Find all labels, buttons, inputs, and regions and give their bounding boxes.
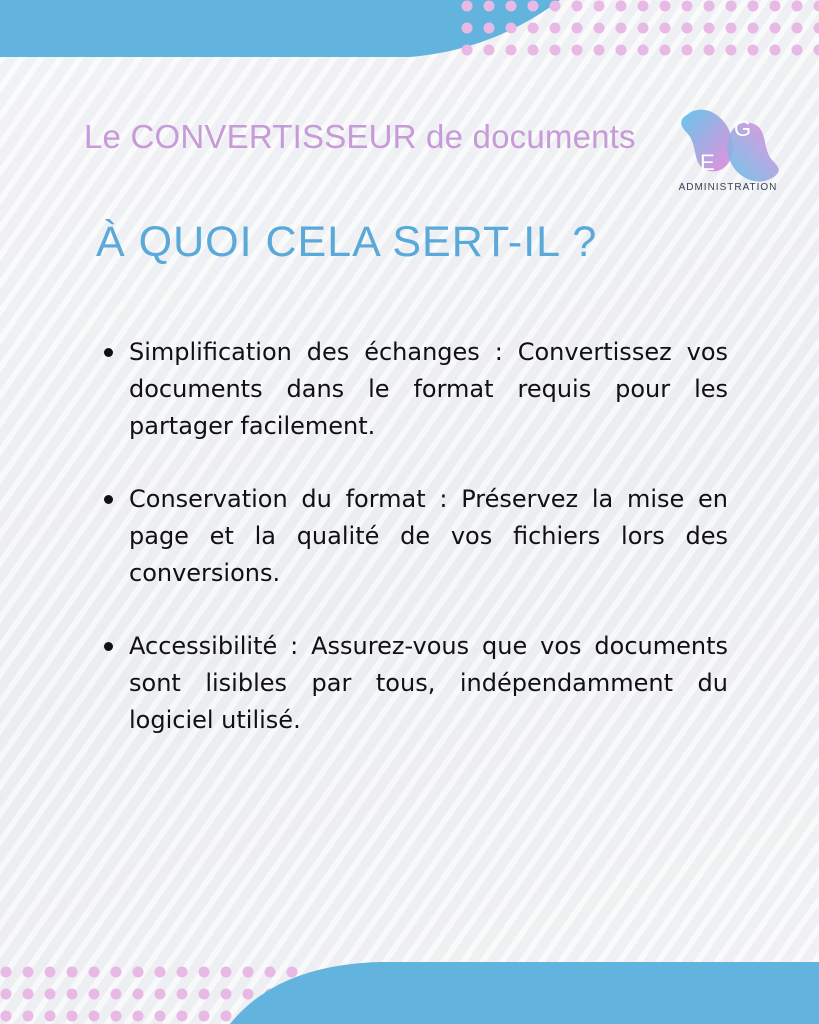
decorative-dot [506,1,517,12]
bullet-dot-icon [104,495,113,504]
decorative-dot [616,45,627,56]
decorative-dot [484,23,495,34]
decorative-dot [814,45,819,56]
decorative-dot [594,1,605,12]
bullet-list [104,334,728,775]
logo-caption: ADMINISTRATION [678,182,778,193]
decorative-dot [814,1,819,12]
decorative-dot [638,23,649,34]
bottom-decorative-band [0,954,819,1024]
bullet-text: Simplification des échanges : Convertissez vos documents dans le format requis pour les partager facilement. [129,338,728,440]
decorative-dot [748,1,759,12]
page-heading: À QUOI CELA SERT-IL ? [96,218,598,266]
decorative-dot [748,23,759,34]
decorative-dot [638,1,649,12]
decorative-dot [726,23,737,34]
decorative-dot [704,45,715,56]
decorative-dot [682,45,693,56]
decorative-dot [660,1,671,12]
decorative-dot [550,1,561,12]
decorative-dot [528,1,539,12]
decorative-dot [616,23,627,34]
decorative-dot [616,1,627,12]
bullet-dot-icon [104,642,113,651]
bullet-item-simplification [104,334,728,445]
document-subtitle: Le CONVERTISSEUR de documents [84,118,636,155]
decorative-dot [726,1,737,12]
decorative-dot [572,23,583,34]
decorative-dot [484,1,495,12]
decorative-dot [528,23,539,34]
decorative-dot [792,45,803,56]
decorative-dot [484,45,495,56]
bullet-dot-icon [104,348,113,357]
decorative-dot [682,1,693,12]
decorative-dot [572,1,583,12]
logo-letter-e: E [700,150,715,175]
decorative-dot [660,45,671,56]
decorative-dot [770,23,781,34]
decorative-dot [704,1,715,12]
decorative-dot [792,23,803,34]
decorative-dot [550,23,561,34]
logo-letter-g: G [734,116,752,141]
decorative-dot [462,23,473,34]
bullet-text: Conservation du format : Préservez la mise en page et la qualité de vos fichiers lors des conversions. [129,485,728,587]
decorative-dot [594,23,605,34]
bullet-text: Accessibilité : Assurez-vous que vos documents sont lisibles par tous, indépendamment du logiciel utilisé. [129,632,728,734]
decorative-dot [462,45,473,56]
top-right-dot-pattern [455,0,819,62]
decorative-dot [572,45,583,56]
decorative-dot [462,1,473,12]
decorative-dot [594,45,605,56]
bullet-item-accessibilite [104,628,728,739]
decorative-dot [550,45,561,56]
decorative-dot [770,45,781,56]
decorative-dot [726,45,737,56]
decorative-dot [792,1,803,12]
decorative-dot [506,23,517,34]
decorative-dot [660,23,671,34]
decorative-dot [506,45,517,56]
decorative-dot [704,23,715,34]
decorative-dot [682,23,693,34]
decorative-dot [528,45,539,56]
bottom-band-shape [230,962,819,1024]
decorative-dot [770,1,781,12]
decorative-dot [748,45,759,56]
bullet-item-conservation [104,481,728,592]
decorative-dot [638,45,649,56]
decorative-dot [814,23,819,34]
